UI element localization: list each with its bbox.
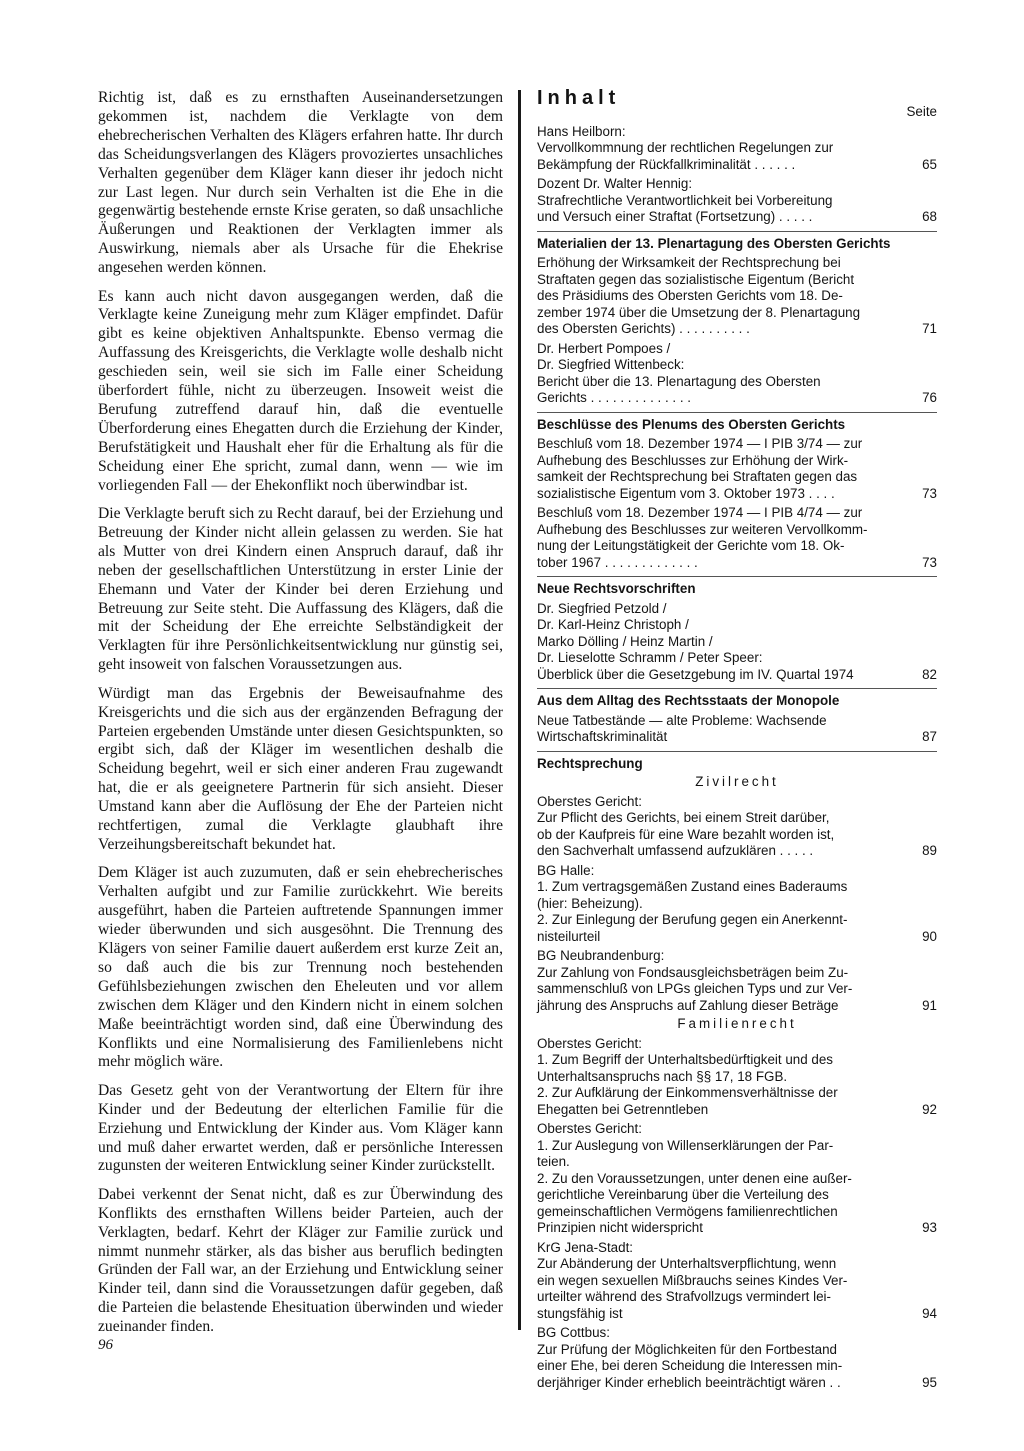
- paragraph: Es kann auch nicht davon ausgegangen werden, daß die Verklagte keine Zuneigung mehr zum Kläger empfindet. Dafür gibt es keine objektiven Anhaltspunkte. Ebenso vermag die Auffassung des Kreisgerichts, die Verklagte wolle deshalb nicht geschieden sein, weil sie sich im Falle einer Scheidung überfordert fühle, nicht zu überzeugen. Insoweit weist die Berufung zutreffend darauf hin, daß die eventuelle Überforderung eines Ehegatten durch die Erziehung der Kinder, Berufstätigkeit und Haushalt eher für die Erhaltung als für die Scheidung einer Ehe spricht, zumal dann, wenn — wie im vorliegenden Fall — der Ehekonflikt noch überwindbar ist.: [98, 287, 503, 494]
- toc-line: 2. Zu den Voraussetzungen, unter denen eine außer-: [537, 1170, 852, 1186]
- toc-line: Zur Prüfung der Möglichkeiten für den Fortbestand: [537, 1341, 837, 1357]
- toc-subsection-heading: Familienrecht: [677, 1016, 797, 1031]
- toc-entry: [537, 863, 937, 946]
- toc-line: Zur Abänderung der Unterhaltsverpflichtung, wenn: [537, 1256, 837, 1271]
- toc-entry: [537, 713, 937, 746]
- toc-line: Erhöhung der Wirksamkeit der Rechtsprechung bei: [537, 255, 841, 270]
- toc-line: Dr. Siegfried Petzold /: [537, 600, 667, 616]
- toc-line: Wirtschaftskriminalität: [537, 729, 668, 744]
- toc-line: des Präsidiums des Obersten Gerichts vom 18. De-: [537, 288, 843, 303]
- toc-section-heading: Aus dem Alltag des Rechtsstaats der Monopole: [537, 688, 937, 710]
- toc-line: Gerichts . . . . . . . . . . . . . .: [537, 390, 692, 405]
- toc-line: 1. Zur Auslegung von Willenserklärungen der Par-: [537, 1137, 834, 1153]
- toc-line: Vervollkommnung der rechtlichen Regelungen zur: [537, 140, 834, 155]
- paragraph: Würdigt man das Ergebnis der Beweisaufnahme des Kreisgerichts und die sich aus der ergänzenden Befragung der Parteien ergebenden Umstände unter diesen Gesichtspunkten, so ergibt sich, daß der Kläger im wesentlichen deshalb die Scheidung begehrt, weil er sich einer anderen Frau zugewandt hat, die er als geeignetere Partnerin für sich ansieht. Dieser Umstand kann aber die Auflösung der Ehe der Parteien nicht rechtfertigen, zumal die Verklagte glaubhaft ihre Verzeihungsbereitschaft bekundet hat.: [98, 684, 503, 853]
- toc-section-heading: Neue Rechtsvorschriften: [537, 576, 937, 598]
- toc-line: einer Ehe, bei deren Scheidung die Interessen min-: [537, 1358, 843, 1373]
- toc-page: 89: [922, 843, 937, 858]
- toc-page: 94: [922, 1305, 937, 1321]
- table-of-contents: [537, 86, 937, 1391]
- toc-line: ob der Kaufpreis für eine Ware bezahlt worden ist,: [537, 826, 835, 842]
- toc-line: Dr. Lieselotte Schramm / Peter Speer:: [537, 650, 763, 665]
- toc-entry: [537, 1325, 937, 1391]
- toc-line: 2. Zur Aufklärung der Einkommensverhältnisse der: [537, 1085, 838, 1100]
- toc-line: ein wegen sexuellen Mißbrauchs seines Kindes Ver-: [537, 1272, 848, 1288]
- toc-entry: [537, 1240, 937, 1323]
- toc-line: gerichtliche Vereinbarung über die Verteilung des: [537, 1187, 829, 1202]
- toc-line: Ehegatten bei Getrenntleben: [537, 1101, 709, 1117]
- toc-line: nisteilurteil: [537, 928, 601, 944]
- toc-entry: [537, 505, 937, 571]
- toc-section-heading: Rechtsprechung: [537, 751, 937, 773]
- toc-line: 1. Zum vertragsgemäßen Zustand eines Baderaums: [537, 879, 848, 894]
- toc-subsection-heading: Zivilrecht: [695, 774, 779, 789]
- toc-line: tober 1967 . . . . . . . . . . . . .: [537, 554, 698, 570]
- toc-line: sammenschluß von LPGs gleichen Typs und zur Ver-: [537, 981, 853, 996]
- toc-page: 91: [922, 997, 937, 1013]
- paragraph: Dabei verkennt der Senat nicht, daß es zur Überwindung des Konflikts des ernsthaften Willens beider Parteien, auch der Verklagten, bedarf. Kehrt der Kläger zur Familie zurück und nimmt nunmehr stärker, als das bisher aus beruflich bedingten Gründen der Fall war, an der Erziehung und Entwicklung seiner Kinder teil, dann sind die Voraussetzungen dafür gegeben, daß die Parteien die belastende Ehesituation überwinden und wieder zueinander finden.: [98, 1185, 503, 1336]
- toc-page: 68: [922, 209, 937, 224]
- toc-line: Dr. Karl-Heinz Christoph /: [537, 617, 689, 632]
- toc-line: und Versuch einer Straftat (Fortsetzung) . . . . .: [537, 209, 813, 224]
- toc-line: sozialistische Eigentum vom 3. Oktober 1973 . . . .: [537, 485, 835, 501]
- toc-entry: [537, 1036, 937, 1119]
- toc-line: Beschluß vom 18. Dezember 1974 — I PIB 4/74 — zur: [537, 505, 863, 520]
- toc-line: Bekämpfung der Rückfallkriminalität . . . . . .: [537, 156, 796, 172]
- toc-page: 92: [922, 1101, 937, 1117]
- toc-page: 73: [922, 485, 937, 501]
- toc-line: Hans Heilborn:: [537, 123, 626, 139]
- toc-page: 73: [922, 554, 937, 570]
- toc-line: Zur Pflicht des Gerichts, bei einem Streit darüber,: [537, 810, 830, 825]
- toc-page: 71: [922, 321, 937, 336]
- toc-line: Neue Tatbestände — alte Probleme: Wachsende: [537, 712, 827, 728]
- toc-page: 87: [922, 729, 937, 744]
- toc-line: urteilter während des Strafvollzugs vermindert lei-: [537, 1289, 831, 1304]
- paragraph: Richtig ist, daß es zu ernsthaften Auseinandersetzungen gekommen ist, nachdem die Verklagte von dem ehebrecherischen Verhalten des Klägers erfahren hatte. Ihr durch das Scheidungsverlangen des Klägers provoziertes unsachliches Verhalten gegenüber dem Kläger kann dieser ihr jedoch nicht zur Last legen. Nur durch sein Verhalten ist die Ehe in die gegenwärtig bestehende ernste Krise geraten, so daß unsachliche Äußerungen und Reaktionen der Verklagten immer als Auswirkung, niemals aber als Ursache für die Ehekrise angesehen werden können.: [98, 89, 503, 277]
- toc-line: Oberstes Gericht:: [537, 1035, 642, 1051]
- toc-page: 93: [922, 1220, 937, 1235]
- page-number: 96: [98, 1337, 113, 1353]
- toc-line: Aufhebung des Beschlusses zur weiteren Vervollkomm-: [537, 521, 868, 537]
- toc-line: Dozent Dr. Walter Hennig:: [537, 176, 693, 191]
- article-text: [98, 89, 503, 1347]
- paragraph: Das Gesetz geht von der Verantwortung der Eltern für ihre Kinder und der Bedeutung der elterlichen Familie für die Erziehung und Entwicklung der Kinder aus. Vom Kläger kann und muß daher erwartet werden, daß er persönliche Interessen zugunsten der weiteren Entwicklung seiner Kinder zurückstellt.: [98, 1081, 503, 1175]
- toc-line: den Sachverhalt umfassend aufzuklären . . . . .: [537, 843, 814, 858]
- paragraph: Dem Kläger ist auch zuzumuten, daß er sein ehebrecherisches Verhalten aufgibt und zur Familie zurückkehrt. Wie bereits ausgeführt, haben die Parteien auftretende Spannungen immer wieder überwunden und sich ausgesöhnt. Die Trennung des Klägers von seiner Familie dauert außerdem erst kurze Zeit an, so daß auch die bis zur Trennung noch bestehenden Gefühlsbeziehungen zwischen den Eheleuten und vor allem zwischen dem Kläger und den Kindern nicht in einem solchen Maße beeinträchtigt worden sind, daß eine Überwindung des Konflikts und eine Normalisierung des Familienlebens nicht mehr möglich wäre.: [98, 864, 503, 1071]
- toc-line: Oberstes Gericht:: [537, 1121, 642, 1136]
- column-rule: [518, 90, 521, 1330]
- toc-entry: [537, 1121, 937, 1237]
- toc-entry: [537, 176, 937, 226]
- paragraph: Die Verklagte beruft sich zu Recht darauf, bei der Erziehung und Betreuung der Kinder nicht allein gelassen zu werden. Sie hat als Mutter von drei Kindern einen Anspruch darauf, daß ihr neben der gesellschaftlichen Unterstützung in erster Linie der Ehemann und Vater der Kinder bei deren Erziehung und Betreuung zur Seite steht. Die Auffassung des Klägers, daß die mit der Scheidung der Ehe erreichte Selbständigkeit der Verklagten für ihre Persönlichkeitsentwicklung nur günstig sei, geht insoweit von falschen Voraussetzungen aus.: [98, 505, 503, 674]
- toc-line: Zur Zahlung von Fondsausgleichsbeträgen beim Zu-: [537, 964, 849, 980]
- toc-section-heading: Beschlüsse des Plenums des Obersten Gerichts: [537, 412, 937, 434]
- toc-title: Inhalt: [537, 87, 621, 109]
- toc-line: derjähriger Kinder erheblich beeinträchtigt wären . .: [537, 1374, 841, 1390]
- toc-line: BG Halle:: [537, 862, 595, 878]
- toc-line: nung der Leitungstätigkeit der Gerichte vom 18. Ok-: [537, 538, 845, 553]
- toc-entry: [537, 794, 937, 860]
- toc-line: jährung des Anspruchs auf Zahlung dieser Beträge: [537, 997, 839, 1013]
- toc-line: gemeinschaftlichen Vermögens familienrechtlichen: [537, 1203, 838, 1219]
- toc-page: 95: [922, 1374, 937, 1390]
- toc-line: Marko Dölling / Heinz Martin /: [537, 633, 713, 649]
- toc-entry: [537, 255, 937, 338]
- toc-entry: [537, 948, 937, 1014]
- toc-line: Strafrechtliche Verantwortlichkeit bei Vorbereitung: [537, 192, 833, 208]
- toc-page: 65: [922, 156, 937, 172]
- toc-entry: [537, 124, 937, 174]
- toc-line: teien.: [537, 1154, 570, 1169]
- toc-line: Unterhaltsanspruchs nach §§ 17, 18 FGB.: [537, 1068, 788, 1084]
- toc-line: Aufhebung des Beschlusses zur Erhöhung der Wirk-: [537, 452, 849, 468]
- toc-line: BG Neubrandenburg:: [537, 948, 665, 963]
- toc-line: BG Cottbus:: [537, 1325, 610, 1340]
- toc-line: KrG Jena-Stadt:: [537, 1239, 634, 1255]
- toc-line: Beschluß vom 18. Dezember 1974 — I PIB 3/74 — zur: [537, 436, 863, 451]
- toc-line: Dr. Siegfried Wittenbeck:: [537, 357, 685, 372]
- toc-entry: [537, 341, 937, 407]
- toc-line: Straftaten gegen das sozialistische Eigentum (Bericht: [537, 271, 855, 287]
- toc-line: samkeit der Rechtsprechung bei Straftaten gegen das: [537, 469, 858, 484]
- toc-line: stungsfähig ist: [537, 1305, 623, 1321]
- toc-page: 76: [922, 390, 937, 405]
- toc-section-heading: Materialien der 13. Plenartagung des Obersten Gerichts: [537, 231, 937, 253]
- toc-line: des Obersten Gerichts) . . . . . . . . . .: [537, 321, 750, 336]
- toc-entry: [537, 601, 937, 684]
- toc-line: Dr. Herbert Pompoes /: [537, 340, 671, 356]
- page-column-header: Seite: [906, 104, 937, 119]
- toc-line: Oberstes Gericht:: [537, 793, 642, 809]
- toc-line: 2. Zur Einlegung der Berufung gegen ein Anerkennt-: [537, 912, 848, 927]
- toc-line: zember 1974 über die Umsetzung der 8. Plenartagung: [537, 304, 861, 320]
- toc-line: Bericht über die 13. Plenartagung des Obersten: [537, 373, 821, 389]
- toc-entry: [537, 436, 937, 502]
- toc-line: 1. Zum Begriff der Unterhaltsbedürftigkeit und des: [537, 1052, 833, 1067]
- toc-page: 82: [922, 666, 937, 682]
- toc-page: 90: [922, 928, 937, 944]
- toc-line: (hier: Beheizung).: [537, 895, 643, 911]
- toc-line: Überblick über die Gesetzgebung im IV. Quartal 1974: [537, 666, 854, 682]
- toc-line: Prinzipien nicht widerspricht: [537, 1220, 703, 1235]
